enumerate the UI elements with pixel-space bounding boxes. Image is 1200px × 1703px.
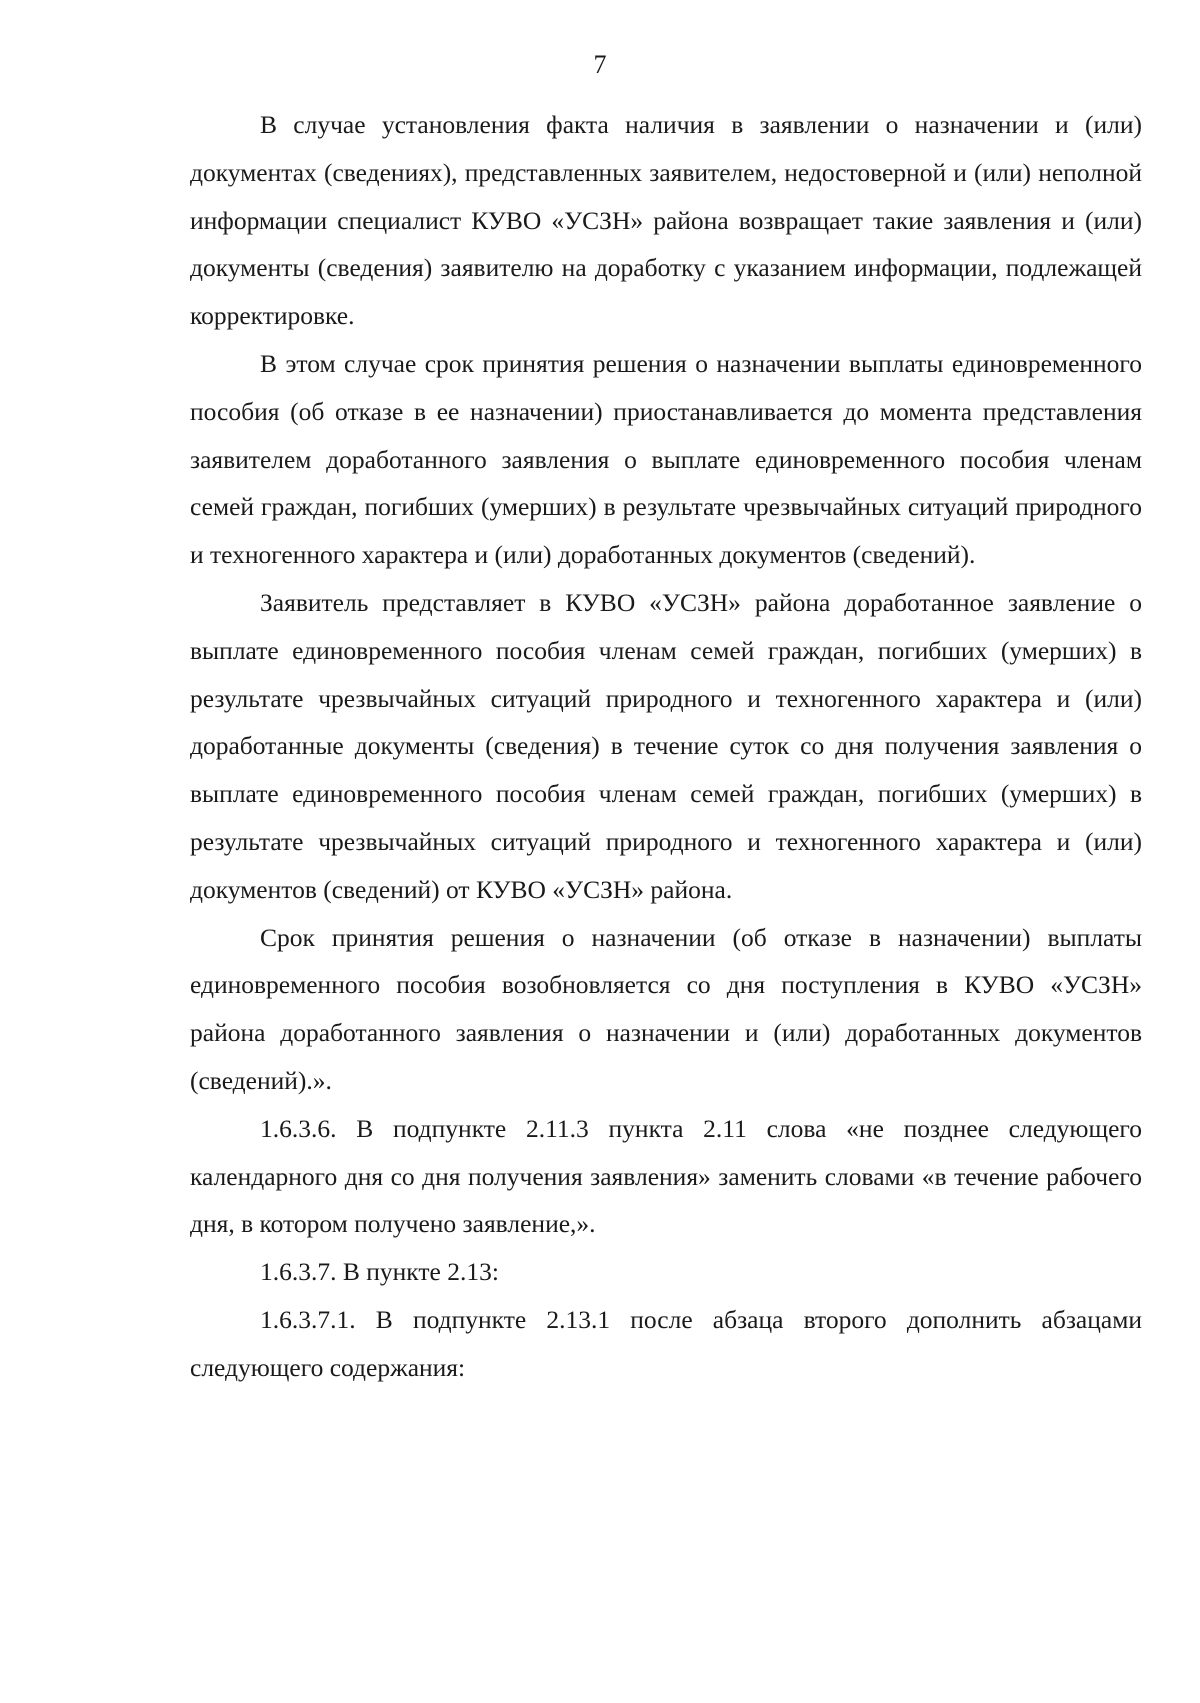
paragraph: 1.6.3.7. В пункте 2.13:	[260, 1257, 499, 1287]
paragraph: Срок принятия решения о назначении (об отказе в назначении) выплаты единовременного пособия возобновляется со дня поступления в КУВО «УСЗН» района доработанного заявления о назначении и (или) доработанных документов (сведений).».	[190, 922, 1142, 1095]
paragraph: 1.6.3.7.1. В подпункте 2.13.1 после абзаца второго дополнить абзацами следующего содержания:	[190, 1304, 1142, 1382]
paragraph: В случае установления факта наличия в заявлении о назначении и (или) документах (сведениях), представленных заявителем, недостоверной и (или) неполной информации специалист КУВО «УСЗН» района возвращает такие заявления и (или) документы (сведения) заявителю на доработку с указанием информации, подлежащей корректировке.	[190, 110, 1142, 331]
paragraph: 1.6.3.6. В подпункте 2.11.3 пункта 2.11 слова «не позднее следующего календарного дня со дня получения заявления» заменить словами «в течение рабочего дня, в котором получено заявление,».	[190, 1113, 1142, 1239]
paragraph: Заявитель представляет в КУВО «УСЗН» района доработанное заявление о выплате единовременного пособия членам семей граждан, погибших (умерших) в результате чрезвычайных ситуаций природного и техногенного характера и (или) доработанные документы (сведения) в течение суток со дня получения заявления о выплате единовременного пособия членам семей граждан, погибших (умерших) в результате чрезвычайных ситуаций природного и техногенного характера и (или) документов (сведений) от КУВО «УСЗН» района.	[190, 587, 1142, 904]
paragraph: В этом случае срок принятия решения о назначении выплаты единовременного пособия (об отказе в ее назначении) приостанавливается до момента представления заявителем доработанного заявления о выплате единовременного пособия членам семей граждан, погибших (умерших) в результате чрезвычайных ситуаций природного и техногенного характера и (или) доработанных документов (сведений).	[190, 348, 1142, 570]
document-body	[190, 101, 1142, 1392]
page-number: 7	[593, 50, 607, 79]
